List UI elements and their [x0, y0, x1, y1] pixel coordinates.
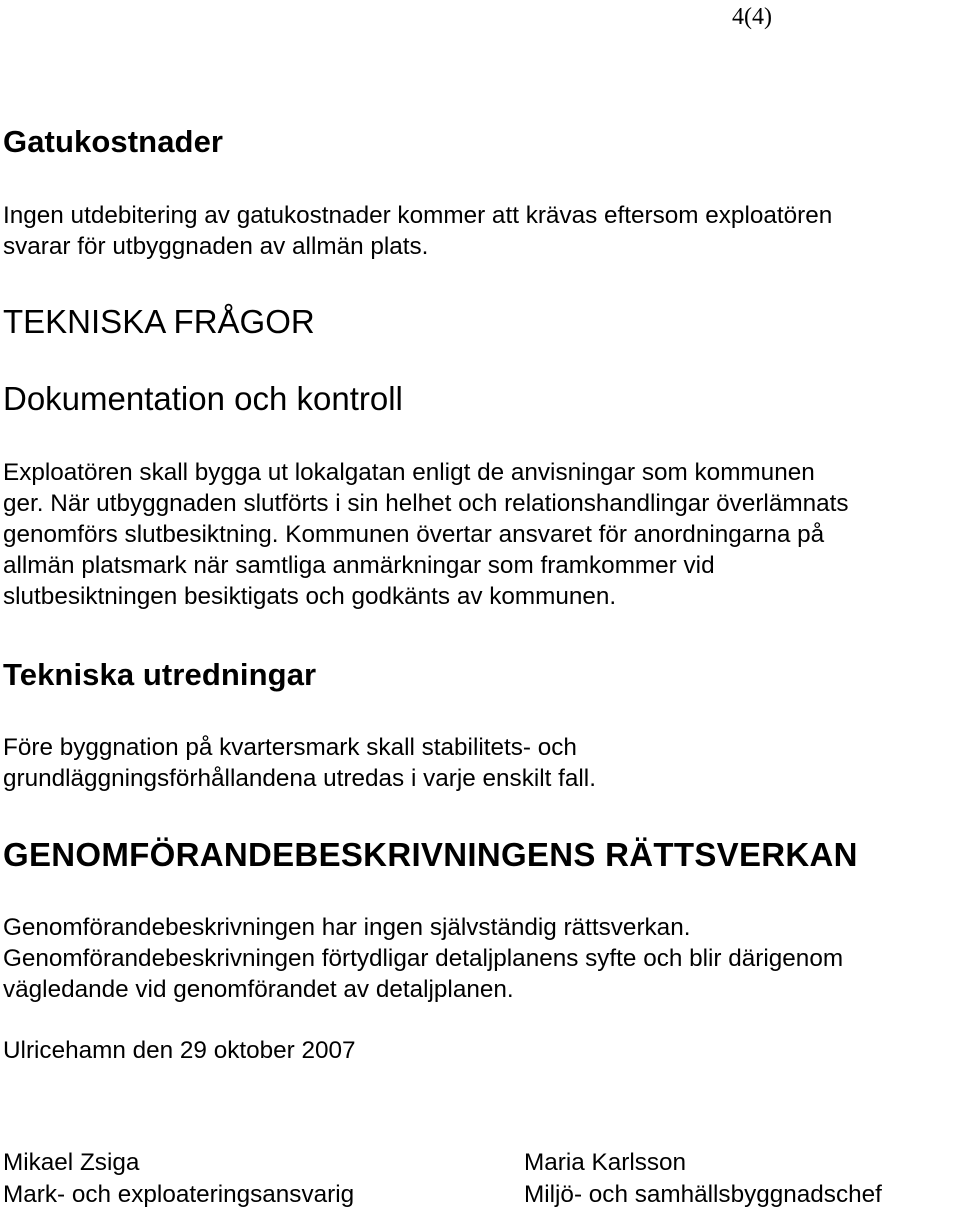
signatory-title: Mark- och exploateringsansvarig — [3, 1181, 355, 1208]
text-line: Genomförandebeskrivningen förtydligar detaljplanens syfte och blir därigenom — [3, 945, 844, 972]
text-line: Genomförandebeskrivningen har ingen självständig rättsverkan. — [3, 914, 691, 941]
signatory-title: Miljö- och samhällsbyggnadschef — [524, 1181, 882, 1208]
section-heading-gatukostnader: Gatukostnader — [3, 124, 224, 159]
section-heading-dokumentation: Dokumentation och kontroll — [3, 380, 403, 417]
text-line: ger. När utbyggnaden slutförts i sin helhet och relationshandlingar överlämnats — [3, 490, 849, 517]
paragraph-tekniska-utredningar — [3, 732, 596, 794]
text-line: slutbesiktningen besiktigats och godkänts av kommunen. — [3, 583, 617, 610]
text-line: Före byggnation på kvartersmark skall stabilitets- och — [3, 734, 577, 761]
section-heading-rattsverkan: GENOMFÖRANDEBESKRIVNINGENS RÄTTSVERKAN — [3, 836, 858, 873]
section-heading-tekniska-fragor: TEKNISKA FRÅGOR — [3, 303, 315, 340]
text-line: grundläggningsförhållandena utredas i varje enskilt fall. — [3, 765, 596, 792]
signatory-name: Mikael Zsiga — [3, 1149, 140, 1176]
text-line: vägledande vid genomförandet av detaljplanen. — [3, 976, 514, 1003]
place-date: Ulricehamn den 29 oktober 2007 — [3, 1037, 356, 1064]
text-line: svarar för utbyggnaden av allmän plats. — [3, 233, 429, 260]
text-line: Ingen utdebitering av gatukostnader kommer att krävas eftersom exploatören — [3, 202, 833, 229]
text-line: genomförs slutbesiktning. Kommunen övertar ansvaret för anordningarna på — [3, 521, 825, 548]
paragraph-dokumentation — [3, 457, 849, 612]
text-line: allmän platsmark när samtliga anmärkningar som framkommer vid — [3, 552, 715, 579]
section-heading-tekniska-utredningar: Tekniska utredningar — [3, 657, 317, 692]
text-line: Exploatören skall bygga ut lokalgatan enligt de anvisningar som kommunen — [3, 459, 815, 486]
signatory-name: Maria Karlsson — [524, 1149, 687, 1176]
signatory-block — [524, 1147, 882, 1211]
paragraph-rattsverkan — [3, 912, 843, 1005]
page-number: 4(4) — [732, 4, 772, 30]
signatory-block — [3, 1147, 354, 1211]
paragraph-gatukostnader — [3, 200, 832, 262]
